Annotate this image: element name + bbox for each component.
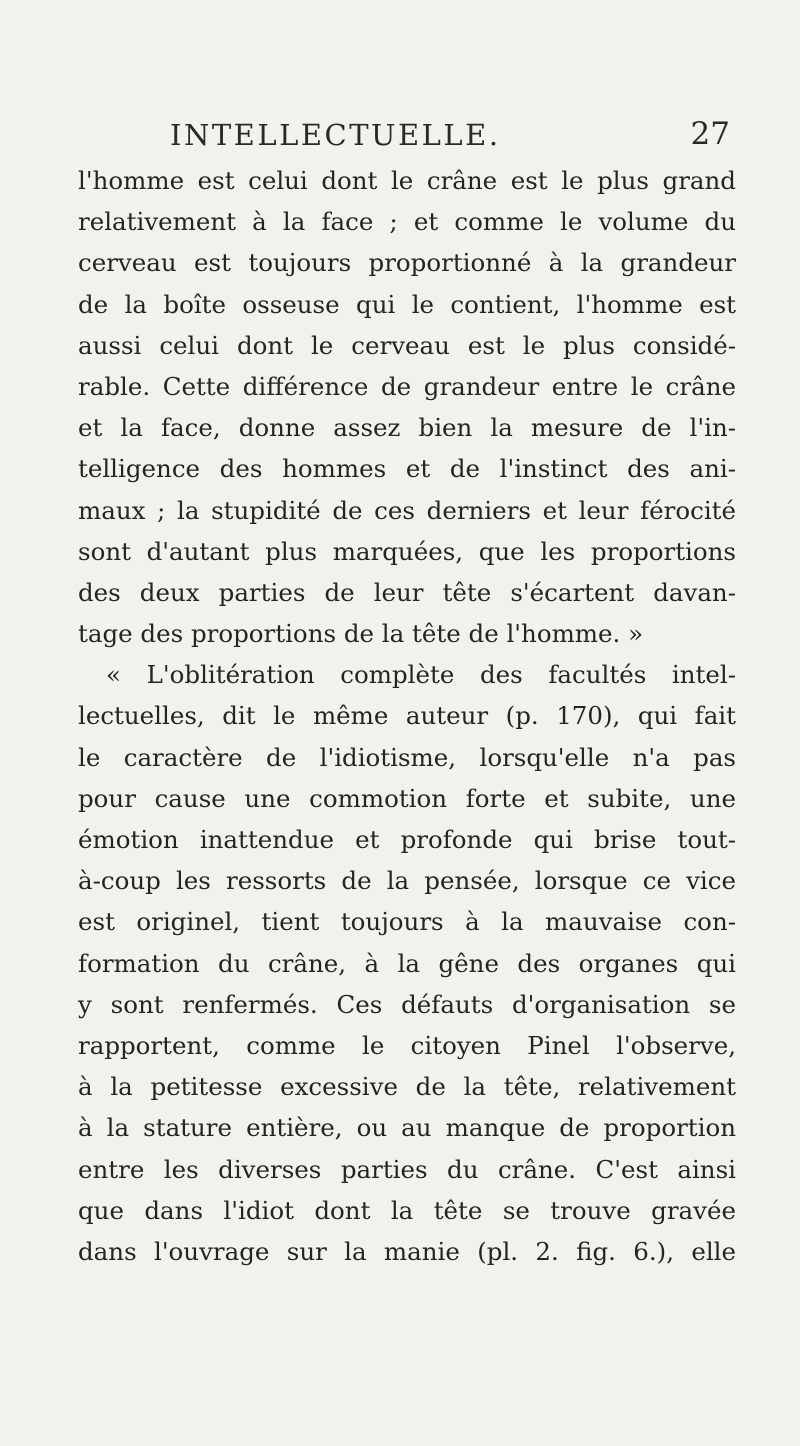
text-line: que dans l'idiot dont la tête se trouve gravée (78, 1195, 736, 1225)
text-line: rapportent, comme le citoyen Pinel l'observe, (78, 1030, 736, 1060)
text-line: tage des proportions de la tête de l'homme. » (78, 619, 644, 649)
text-line: est originel, tient toujours à la mauvaise con- (78, 907, 736, 937)
text-line: entre les diverses parties du crâne. C'est ainsi (78, 1154, 736, 1184)
text-line: formation du crâne, à la gêne des organes qui (78, 948, 736, 978)
text-line: y sont renfermés. Ces défauts d'organisation se (78, 989, 736, 1019)
text-line: à la stature entière, ou au manque de proportion (78, 1113, 736, 1143)
text-line: à-coup les ressorts de la pensée, lorsque ce vice (78, 866, 736, 896)
text-line: « L'oblitération complète des facultés intel- (106, 660, 736, 690)
text-line: cerveau est toujours proportionné à la grandeur (78, 248, 736, 278)
text-line: pour cause une commotion forte et subite, une (78, 783, 736, 813)
text-line: aussi celui dont le cerveau est le plus considé- (78, 330, 736, 360)
running-title: INTELLECTUELLE. (170, 118, 501, 152)
text-line: de la boîte osseuse qui le contient, l'homme est (78, 289, 736, 319)
text-line: des deux parties de leur tête s'écartent davan- (78, 577, 736, 607)
page-number: 27 (690, 116, 730, 152)
text-line: à la petitesse excessive de la tête, relativement (78, 1072, 736, 1102)
text-line: lectuelles, dit le même auteur (p. 170), qui fait (78, 701, 736, 731)
text-line: relativement à la face ; et comme le volume du (78, 207, 736, 237)
text-line: l'homme est celui dont le crâne est le plus grand (78, 166, 736, 195)
text-line: le caractère de l'idiotisme, lorsqu'elle n'a pas (78, 742, 736, 772)
text-line: maux ; la stupidité de ces derniers et leur férocité (78, 495, 736, 525)
text-line: telligence des hommes et de l'instinct des ani- (78, 454, 736, 484)
text-line: émotion inattendue et profonde qui brise tout- (78, 825, 736, 854)
page-header (170, 118, 730, 158)
text-line: sont d'autant plus marquées, que les proportions (78, 536, 736, 566)
text-line: dans l'ouvrage sur la manie (pl. 2. fig. 6.), elle (78, 1236, 736, 1266)
text-line: rable. Cette différence de grandeur entre le crâne (78, 371, 736, 401)
body-text (78, 160, 736, 1272)
text-line: et la face, donne assez bien la mesure de l'in- (78, 413, 736, 443)
